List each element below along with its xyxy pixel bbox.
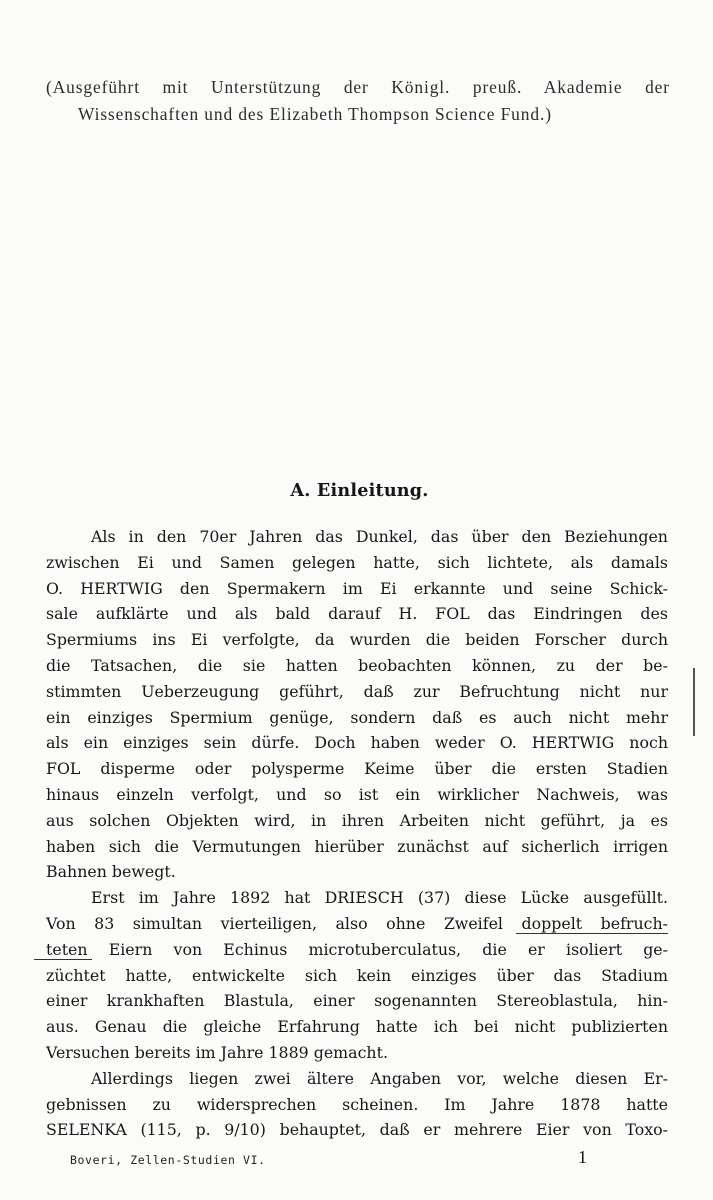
- section-heading-text: A. Einleitung.: [290, 480, 429, 501]
- body-line: FOL disperme oder polysperme Keime über die ersten Stadien: [46, 759, 668, 779]
- body-line-text: teten Eiern von Echinus microtuberculatus, die er isoliert ge-: [46, 939, 668, 959]
- body-line: [46, 937, 668, 963]
- section-heading: [0, 480, 713, 501]
- body-line: haben sich die Vermutungen hierüber zunächst auf sicherlich irrigen: [46, 836, 668, 856]
- body-line: aus solchen Objekten wird, in ihren Arbeiten nicht geführt, ja es: [46, 810, 668, 830]
- body-line: zwischen Ei und Samen gelegen hatte, sich lichtete, als damals: [46, 552, 668, 572]
- body-line: als ein einziges sein dürfe. Doch haben weder O. HERTWIG noch: [46, 733, 668, 753]
- body-text: [46, 524, 668, 1143]
- body-line: [46, 911, 668, 937]
- margin-pencil-mark: [693, 668, 695, 736]
- body-line: gebnissen zu widersprechen scheinen. Im Jahre 1878 hatte: [46, 1094, 668, 1114]
- support-note-line: Wissenschaften und des Elizabeth Thompson Science Fund.): [78, 104, 552, 124]
- running-title: Boveri, Zellen-Studien VI.: [70, 1153, 266, 1167]
- body-line: SELENKA (115, p. 9/10) behauptet, daß er mehrere Eier von Toxo-: [46, 1120, 668, 1140]
- body-line: einer krankhaften Blastula, einer sogenannten Stereoblastula, hin-: [46, 991, 668, 1011]
- body-line: hinaus einzeln verfolgt, und so ist ein wirklicher Nachweis, was: [46, 784, 668, 804]
- pencil-underline: [516, 933, 668, 934]
- body-line: Als in den 70er Jahren das Dunkel, das über den Beziehungen: [91, 527, 668, 546]
- body-line: züchtet hatte, entwickelte sich kein einziges über das Stadium: [46, 965, 668, 985]
- body-line: sale aufklärte und als bald darauf H. FOL das Eindringen des: [46, 604, 668, 624]
- body-line: aus. Genau die gleiche Erfahrung hatte ich bei nicht publizierten: [46, 1017, 668, 1037]
- body-line: die Tatsachen, die sie hatten beobachten können, zu der be-: [46, 655, 668, 675]
- body-line: ein einziges Spermium genüge, sondern daß es auch nicht mehr: [46, 707, 668, 727]
- pencil-underline: [34, 959, 92, 960]
- support-note: [46, 74, 670, 128]
- body-line: Bahnen bewegt.: [46, 862, 176, 882]
- body-line: Allerdings liegen zwei ältere Angaben vor, welche diesen Er-: [91, 1068, 668, 1088]
- support-note-line: (Ausgeführt mit Unterstützung der Königl. preuß. Akademie der: [46, 77, 670, 97]
- body-line: O. HERTWIG den Spermakern im Ei erkannte und seine Schick-: [46, 578, 668, 598]
- body-line: Versuchen bereits im Jahre 1889 gemacht.: [46, 1042, 388, 1062]
- body-line: Spermiums ins Ei verfolgte, da wurden die beiden Forscher durch: [46, 630, 668, 650]
- body-line-text: Von 83 simultan vierteiligen, also ohne Zweifel doppelt befruch-: [46, 913, 668, 933]
- page-number: 1: [578, 1147, 587, 1167]
- body-line: stimmten Ueberzeugung geführt, daß zur Befruchtung nicht nur: [46, 681, 668, 701]
- body-line: Erst im Jahre 1892 hat DRIESCH (37) diese Lücke ausgefüllt.: [91, 888, 668, 908]
